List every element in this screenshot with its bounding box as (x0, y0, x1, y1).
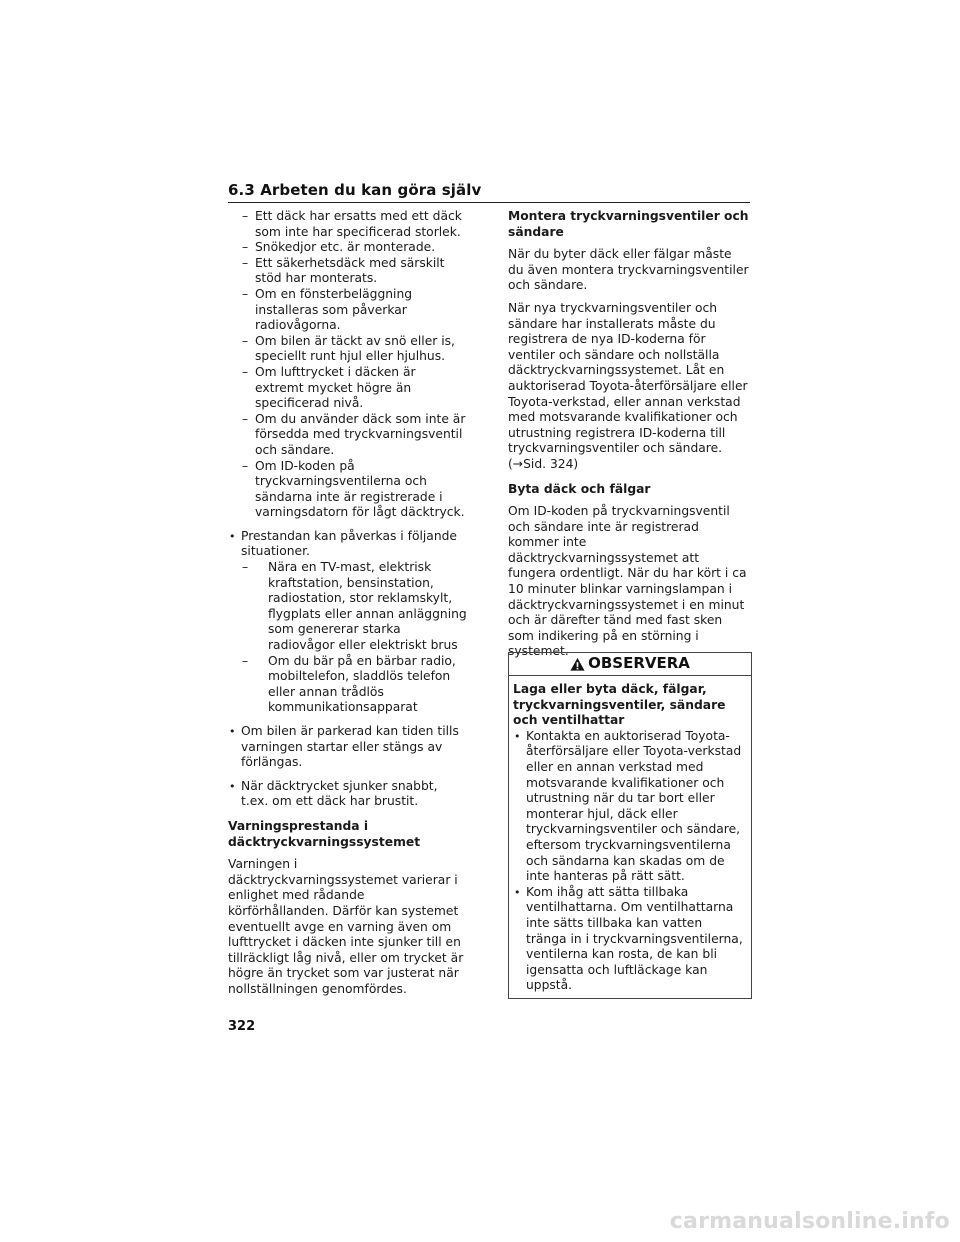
list-item: – Om du använder däck som inte är försedda med tryckvarningsventil och sändare. (228, 412, 468, 459)
left-column (228, 209, 468, 998)
list-item: – Nära en TV-mast, elektrisk kraftstation, bensinstation, radiostation, stor reklamskylt, flygplats eller annan anläggning som genererar starka radiovågor eller elektriskt brus (228, 560, 468, 654)
bullet-text: • Prestandan kan påverkas i följande situationer. (241, 528, 457, 559)
paragraph-install-2-text: När nya tryckvarningsventiler och sändare har installerats måste du registrera de nya ID-koderna för ventiler och sändare och nollställa däcktryckvarningssystemet. Låt en auktoriserad Toyota-återförsäljare eller Toyota-verkstad, eller annan verkstad med motsvarande kvalifikationer och utrustning registrera ID-koderna till tryckvarningsventiler och sändare. (508, 300, 748, 456)
subhead-install-valves: Montera tryckvarningsventiler och sändare (508, 209, 749, 239)
list-item: – Snökedjor etc. är monterade. (228, 240, 468, 256)
paragraph-install-1: När du byter däck eller fälgar måste du även montera tryckvarningsventiler och sändare. (508, 247, 749, 293)
right-column (508, 209, 750, 660)
paragraph-warning-performance: Varningen i däcktryckvarningssystemet varierar i enlighet med rådande körförhållanden. Därför kan systemet eventuellt avge en varning även om lufttrycket i däcken inte sjunker till en tillräckligt låg nivå, eller om trycket är högre än trycket som var justerat när nollställningen genomfördes. (228, 857, 464, 996)
dash-list-top (228, 209, 468, 521)
warning-bullet: • Kontakta en auktoriserad Toyota-återförsäljare eller Toyota-verkstad eller en annan verkstad med motsvarande kvalifikationer och utrustning när du tar bort eller monterar hjul, däck eller tryckvarningsventiler och sändare, eftersom tryckvarningsventilerna och sändarna kan skadas om de inte hanteras på rätt sätt. (513, 729, 745, 885)
page-reference-link[interactable]: (→Sid. 324) (508, 456, 579, 471)
paragraph-install-2 (508, 301, 750, 473)
warning-title: Laga eller byta däck, fälgar, tryckvarningsventiler, sändare och ventilhattar (513, 682, 726, 728)
page-number: 322 (228, 1019, 256, 1034)
warning-triangle-icon (570, 657, 585, 672)
warning-header (509, 653, 751, 676)
list-item: – Om ID-koden på tryckvarningsventilerna och sändarna inte är registrerade i varningsdatorn för lågt däcktryck. (228, 459, 468, 521)
subhead-warning-performance: Varningsprestanda i däcktryckvarningssystemet (228, 818, 421, 849)
warning-bullet: • Kom ihåg att sätta tillbaka ventilhattarna. Om ventilhattarna inte sätts tillbaka kan vatten tränga in i tryckvarningsventilerna, ventilerna kan rosta, de kan bli igensatta och luftläckage kan uppstå. (513, 885, 745, 994)
list-item: – Ett däck har ersatts med ett däck som inte har specificerad storlek. (228, 209, 468, 240)
section-header (228, 180, 750, 203)
list-item: – Om en fönsterbeläggning installeras som påverkar radiovågorna. (228, 287, 468, 334)
list-item: – Om du bär på en bärbar radio, mobiltelefon, sladdlös telefon eller annan trådlös kommunikationsapparat (228, 654, 468, 716)
list-item: – Om bilen är täckt av snö eller is, speciellt runt hjul eller hjulhus. (228, 334, 468, 365)
warning-heading: OBSERVERA (588, 654, 690, 673)
section-title: 6.3 Arbeten du kan göra själv (228, 181, 482, 199)
list-item: – Om lufttrycket i däcken är extremt mycket högre än specificerad nivå. (228, 365, 468, 412)
watermark: carmanualsonline.info (669, 1209, 950, 1234)
bullet-pressure-drop: • När däcktrycket sjunker snabbt, t.ex. om ett däck har brustit. (228, 779, 468, 810)
subhead-change-tires: Byta däck och fälgar (508, 481, 651, 496)
list-item: – Ett säkerhetsdäck med särskilt stöd har monterats. (228, 256, 468, 287)
warning-body (509, 676, 751, 998)
paragraph-change-tires: Om ID-koden på tryckvarningsventil och sändare inte är registrerad kommer inte däcktryckvarningssystemet att fungera ordentligt. När du har kört i ca 10 minuter blinkar varningslampan i däcktryckvarningssystemet i en minut och är därefter tänd med fast sken som indikering på en störning i systemet. (508, 504, 747, 659)
warning-box (508, 652, 752, 999)
bullet-parked: • Om bilen är parkerad kan tiden tills varningen startar eller stängs av förlängas. (228, 724, 468, 771)
bullet-performance (228, 529, 468, 716)
dash-list-interference (228, 560, 468, 716)
